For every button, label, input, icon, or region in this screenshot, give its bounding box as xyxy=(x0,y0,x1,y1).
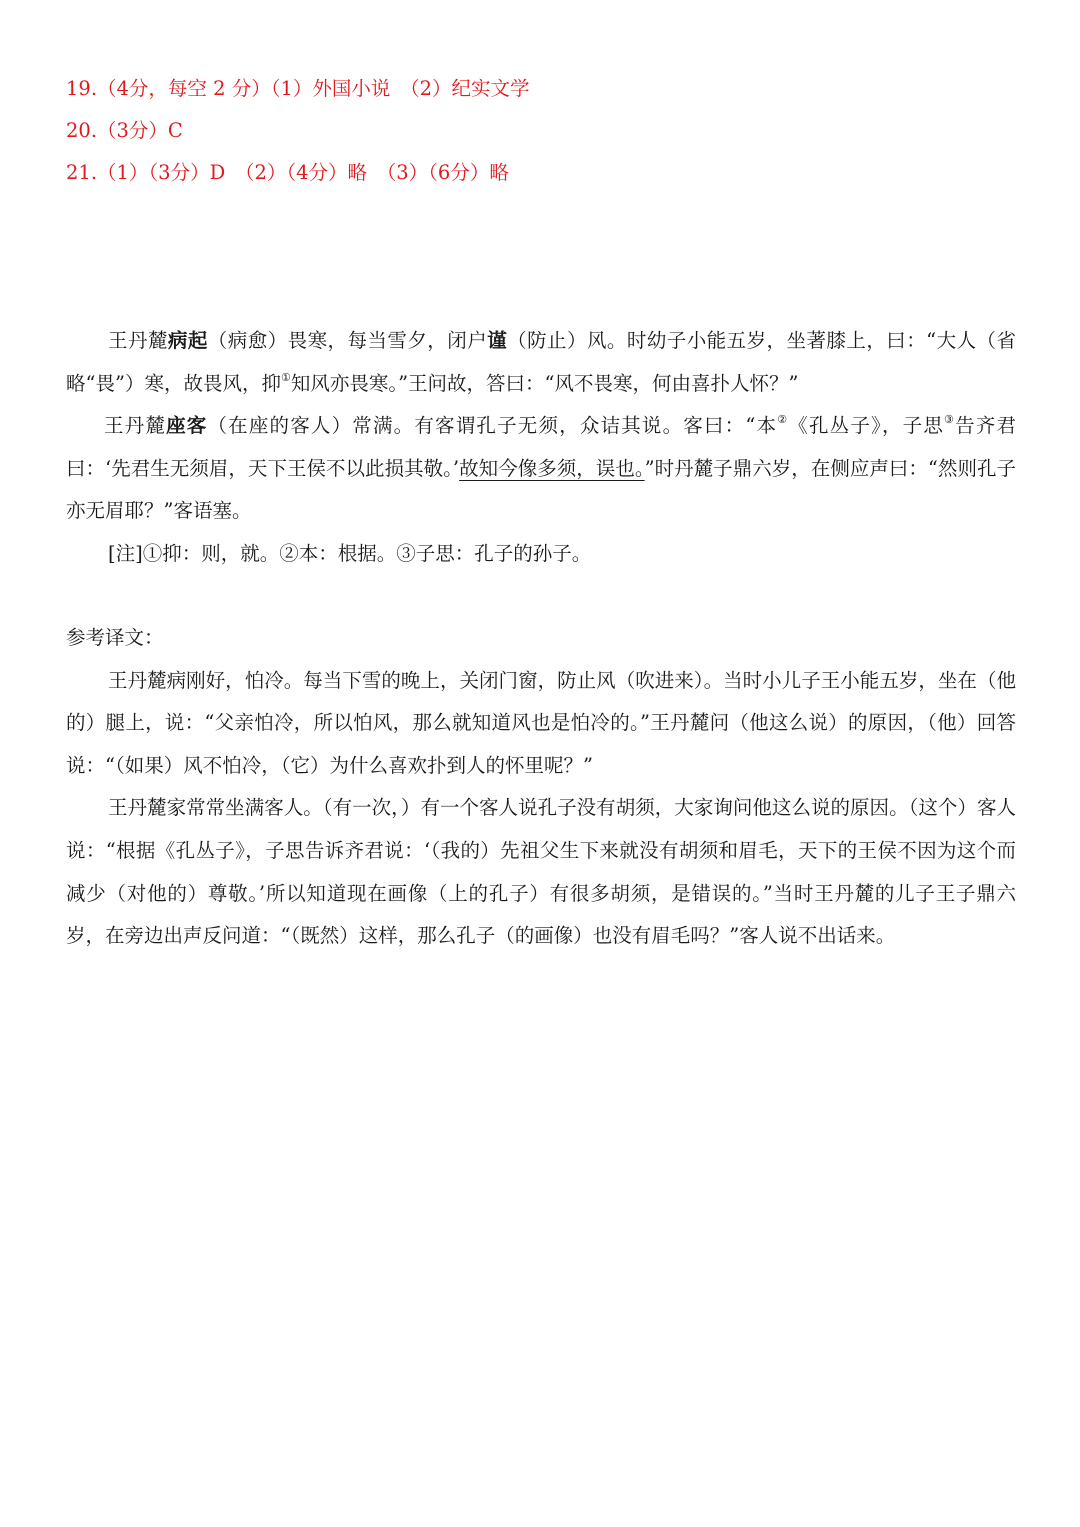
answer-19: 19.（4分，每空 2 分）（1）外国小说 （2）纪实文学 xyxy=(66,77,530,100)
bold-term: 病起 xyxy=(167,329,208,352)
footnote-marker: ③ xyxy=(944,413,956,427)
passage-paragraph-2 xyxy=(66,405,1016,533)
passage-text: （在座的客人）常满。有客谓孔子无须，众诘其说。客曰：“本 xyxy=(207,414,778,438)
passage-text: 王丹麓 xyxy=(108,329,168,352)
footnote-marker: ② xyxy=(777,413,789,427)
translation-paragraph-1: 王丹麓病刚好，怕冷。每当下雪的晚上，关闭门窗，防止风（吹进来）。当时小儿子王小能五岁，坐在（他的）腿上，说：“父亲怕冷，所以怕风，那么就知道风也是怕冷的。”王丹麓问（他这么说）的原因，（他）回答说：“（如果）风不怕冷，（它）为什么喜欢扑到人的怀里呢？” xyxy=(66,668,1016,777)
passage-text: 《孔丛子》，子思 xyxy=(788,414,945,438)
passage-text: ”时丹麓子鼎六岁，在侧应声曰：“然则孔子亦无眉耶？”客语塞。 xyxy=(66,456,1016,523)
bold-term: 谨 xyxy=(487,329,508,352)
passage-text: （防止）风。时幼子小能五岁，坐著膝上，曰：“大人（省略“畏”）寒，故畏风，抑 xyxy=(66,329,1016,395)
passage-text: 王丹麓 xyxy=(104,414,167,438)
passage-text: 告齐君曰：‘先君生无须眉，天下王侯不以此损其敬。’ xyxy=(66,414,1016,480)
classical-passage xyxy=(66,320,1016,576)
answer-key xyxy=(66,68,1026,194)
passage-paragraph-1 xyxy=(66,320,1016,405)
passage-text: 知风亦畏寒。”王问故，答曰：“风不畏寒，何由喜扑人怀？” xyxy=(290,371,799,395)
passage-text: （病愈）畏寒，每当雪夕，闭户 xyxy=(207,329,488,352)
translation-paragraph-2: 王丹麓家常常坐满客人。（有一次，）有一个客人说孔子没有胡须，大家询问他这么说的原因。（这个）客人说：“根据《孔丛子》，子思告诉齐君说：‘（我的）先祖父生下来就没有胡须和眉毛，天下的王侯不因为这个而减少（对他的）尊敬。’所以知道现在画像（上的孔子）有很多胡须，是错误的。”当时王丹麓的儿子王子鼎六岁，在旁边出声反问道：“（既然）这样，那么孔子（的画像）也没有眉毛吗？”客人说不出话来。 xyxy=(66,796,1016,948)
answer-20: 20.（3分）C xyxy=(66,119,183,142)
answer-21: 21.（1）（3分）D （2）（4分）略 （3）（6分）略 xyxy=(66,161,509,184)
reference-translation xyxy=(66,617,1016,958)
bold-term: 座客 xyxy=(166,414,208,438)
footnote-marker: ① xyxy=(280,370,291,384)
underlined-sentence: 故知今像多须，误也。 xyxy=(459,456,645,480)
passage-notes: [注]①抑：则，就。②本：根据。③子思：孔子的孙子。 xyxy=(108,541,592,565)
translation-heading: 参考译文： xyxy=(66,626,164,649)
